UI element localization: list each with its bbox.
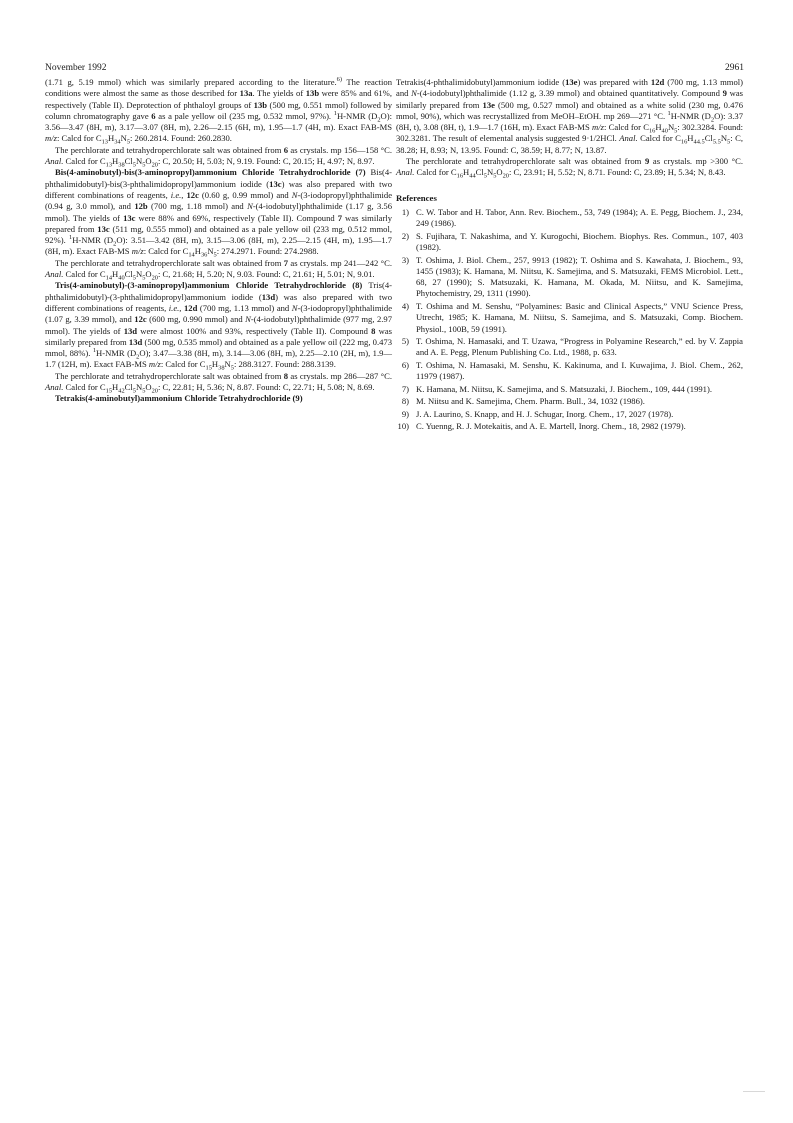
page-number: 2961 bbox=[725, 63, 744, 73]
reference-item: 5) T. Oshima, N. Hamasaki, and T. Uzawa, “Progress in Polyamine Research,” ed. by V. Zappia and A. E. Pegg, Plenum Publishing Co. Ltd., 1988, p. 633. bbox=[401, 335, 743, 358]
paragraph: (1.71 g, 5.19 mmol) which was similarly prepared according to the literature.$^{6)}$ The reaction conditions were almost the same as those described for 13a. The yields of 13b were 85% and 61%, respectively (Table II). Deprotection of phthaloyl groups of 13b (500 mg, 0.551 mmol) followed by column chromatography gave 6 as a pale yellow oil (235 mg, 0.532 mmol, 97%). $^1$H-NMR $(D_2O)$: 3.56—3.47 (8H, m), 3.17—3.07 (8H, m), 2.26—2.15 (6H, m), 1.95—1.7 (4H, m). Exact FAB-MS m/z: Calcd for $C_{13}H_{34}N_5$: 260.2814. Found: 260.2830. bbox=[45, 76, 392, 147]
reference-item: 3) T. Oshima, J. Biol. Chem., 257, 9913 (1982); T. Oshima and S. Kawahata, J. Biochem., 93, 1455 (1983); K. Hamana, M. Niitsu, K. Samejima, and S. Matsuzaki, FEMS Microbiol. Lett., 68, 27 (1990); S. Matsuzaki, K. Hamana, M. Okada, M. Niitsu, and K. Samejima, Phytochemistry, 29, 1311 (1990). bbox=[401, 254, 743, 299]
paragraph: Tetrakis(4-phthalimidobutyl)ammonium iodide (13e) was prepared with 12d (700 mg, 1.13 mmol) and N-(4-iodobutyl)phthalimide (1.12 g, 3.39 mmol) and obtained quantitatively. Compound 9 was similarly prepared from 13e (500 mg, 0.527 mmol) and obtained as a white solid (230 mg, 0.476 mmol, 90%), which was recrystallized from MeOH–EtOH. mp 269—271 °C. $^1$H-NMR $(D_2O)$: 3.37 (8H, t), 3.08 (8H, t), 1.9—1.7 (16H, m). Exact FAB-MS m/z: Calcd for $C_{16}H_{40}N_5$: 302.3284. Found: 302.3281. The result of elemental analysis suggested 9·1/2HCl. Anal. Calcd for $C_{16}H_{44.5}Cl_{5.5}N_5$: C, 38.28; H, 8.93; N, 13.95. Found: C, 38.59; H, 8.77; N, 13.87. bbox=[396, 77, 744, 155]
paragraph: Bis(4-aminobutyl)-bis(3-aminopropyl)ammonium Chloride Tetrahydrochloride (7) Bis(4-phthalimidobutyl)-bis(3-phthalimidopropyl)ammonium iodide (13c) was also prepared with two different combinations of reagents, i.e., 12c (0.60 g, 0.99 mmol) and N-(3-iodopropyl)phthalimide (0.94 g, 3.0 mmol), and 12b (700 mg, 1.18 mmol) and N-(4-iodobutyl)phthalimide (1.17 g, 3.56 mmol). The yields of 13c were 88% and 69%, respectively (Table II). Compound 7 was similarly prepared from 13c (511 mg, 0.555 mmol) and obtained as a pale yellow oil (233 mg, 0.512 mmol, 92%). $^1$H-NMR $(D_2O)$: 3.51—3.42 (8H, m), 3.15—3.06 (8H, m), 2.25—2.15 (4H, m), 1.95—1.7 (8H, m). Exact FAB-MS m/z: Calcd for $C_{14}H_{36}N_5$: 274.2971. Found: 274.2988. bbox=[45, 167, 393, 260]
paragraph: Tris(4-aminobutyl)-(3-aminopropyl)ammonium Chloride Tetrahydrochloride (8) Tris(4-phthalimidobutyl)-(3-phthalimidopropyl)ammonium iodide (13d) was also prepared with two different combinations of reagents, i.e., 12d (700 mg, 1.13 mmol) and N-(3-iodopropyl)phthalimide (1.07 g, 3.39 mmol), and 12c (600 mg, 0.990 mmol) and N-(4-iodobutyl)phthalimide (977 mg, 2.97 mmol). The yields of 13d were almost 100% and 93%, respectively (Table II). Compound 8 was similarly prepared from 13d (500 mg, 0.535 mmol) and obtained as a pale yellow oil (222 mg, 0.473 mmol, 88%). $^1$H-NMR $(D_2O)$; 3.47—3.38 (8H, m), 3.14—3.06 (8H, m), 2.25—2.10 (2H, m), 1.9—1.7 (12H, m). Exact FAB-MS m/z: Calcd for $C_{15}H_{38}N_5$: 288.3127. Found: 288.3139. bbox=[45, 280, 393, 373]
section-heading: Tris(4-aminobutyl)-(3-aminopropyl)ammonium Chloride Tetrahydrochloride (8) bbox=[55, 280, 363, 291]
left-column bbox=[45, 77, 392, 405]
references-heading: References bbox=[396, 192, 437, 203]
paragraph bbox=[45, 393, 392, 404]
paragraph: The perchlorate and tetrahydroperchlorate salt was obtained from 9 as crystals. mp >300 °C. Anal. Calcd for $C_{16}H_{44}Cl_5N_5O_{20}$: C, 23.91; H, 5.52; N, 8.71. Found: C, 23.89; H, 5.34; N, 8.43. bbox=[396, 156, 743, 181]
reference-list bbox=[396, 207, 743, 432]
footer-rule bbox=[743, 1091, 765, 1092]
running-header-date: November 1992 bbox=[45, 63, 107, 73]
paragraph: The perchlorate and tetrahydroperchlorate salt was obtained from 8 as crystals. mp 286—287 °C. Anal. Calcd for $C_{15}H_{42}Cl_5N_5O_{20}$: C, 22.81; H, 5.36; N, 8.87. Found: C, 22.71; H, 5.08; N, 8.69. bbox=[45, 370, 392, 395]
reference-item: 4) T. Oshima and M. Senshu, “Polyamines: Basic and Clinical Aspects,” VNU Science Press, Utrecht, 1985; K. Hamana, M. Niitsu, S. Samejima, and S. Matsuzaki, Comp. Biochem. Physiol., 100B, 59 (1991). bbox=[401, 300, 743, 334]
paragraph: The perchlorate and tetrahydroperchlorate salt was obtained from 6 as crystals. mp 156—158 °C. Anal. Calcd for $C_{13}H_{38}Cl_5N_5O_{20}$: C, 20.50; H, 5.03; N, 9.19. Found: C, 20.15; H, 4.97; N, 8.97. bbox=[45, 144, 392, 169]
reference-item: 7) K. Hamana, M. Niitsu, K. Samejima, and S. Matsuzaki, J. Biochem., 109, 444 (1991). bbox=[401, 383, 712, 394]
reference-item: 9) J. A. Laurino, S. Knapp, and H. J. Schugar, Inorg. Chem., 17, 2027 (1978). bbox=[401, 408, 674, 419]
section-heading: Bis(4-aminobutyl)-bis(3-aminopropyl)ammonium Chloride Tetrahydrochloride (7) bbox=[55, 167, 366, 178]
reference-item: 10) C. Yuenng, R. J. Motekaitis, and A. E. Martell, Inorg. Chem., 18, 2982 (1979). bbox=[397, 421, 686, 431]
right-column bbox=[396, 77, 743, 433]
reference-item: 6) T. Oshima, N. Hamasaki, M. Senshu, K. Kakinuma, and I. Kuwajima, J. Biol. Chem., 262, 11979 (1987). bbox=[401, 359, 743, 382]
reference-item: 2) S. Fujihara, T. Nakashima, and Y. Kurogochi, Biochem. Biophys. Res. Commun., 107, 403 (1982). bbox=[401, 230, 743, 253]
reference-item: 1) C. W. Tabor and H. Tabor, Ann. Rev. Biochem., 53, 749 (1984); A. E. Pegg, Biochem. J., 234, 249 (1986). bbox=[401, 206, 743, 229]
paragraph: The perchlorate and tetrahydroperchlorate salt was obtained from 7 as crystals. mp 241—242 °C. Anal. Calcd for $C_{14}H_{40}Cl_5N_5O_{20}$: C, 21.68; H, 5.20; N, 9.03. Found: C, 21.61; H, 5.01; N, 9.01. bbox=[45, 257, 392, 282]
reference-item: 8) M. Niitsu and K. Samejima, Chem. Pharm. Bull., 34, 1032 (1986). bbox=[401, 396, 645, 407]
section-heading: Tetrakis(4-aminobutyl)ammonium Chloride Tetrahydrochloride (9) bbox=[55, 393, 303, 404]
